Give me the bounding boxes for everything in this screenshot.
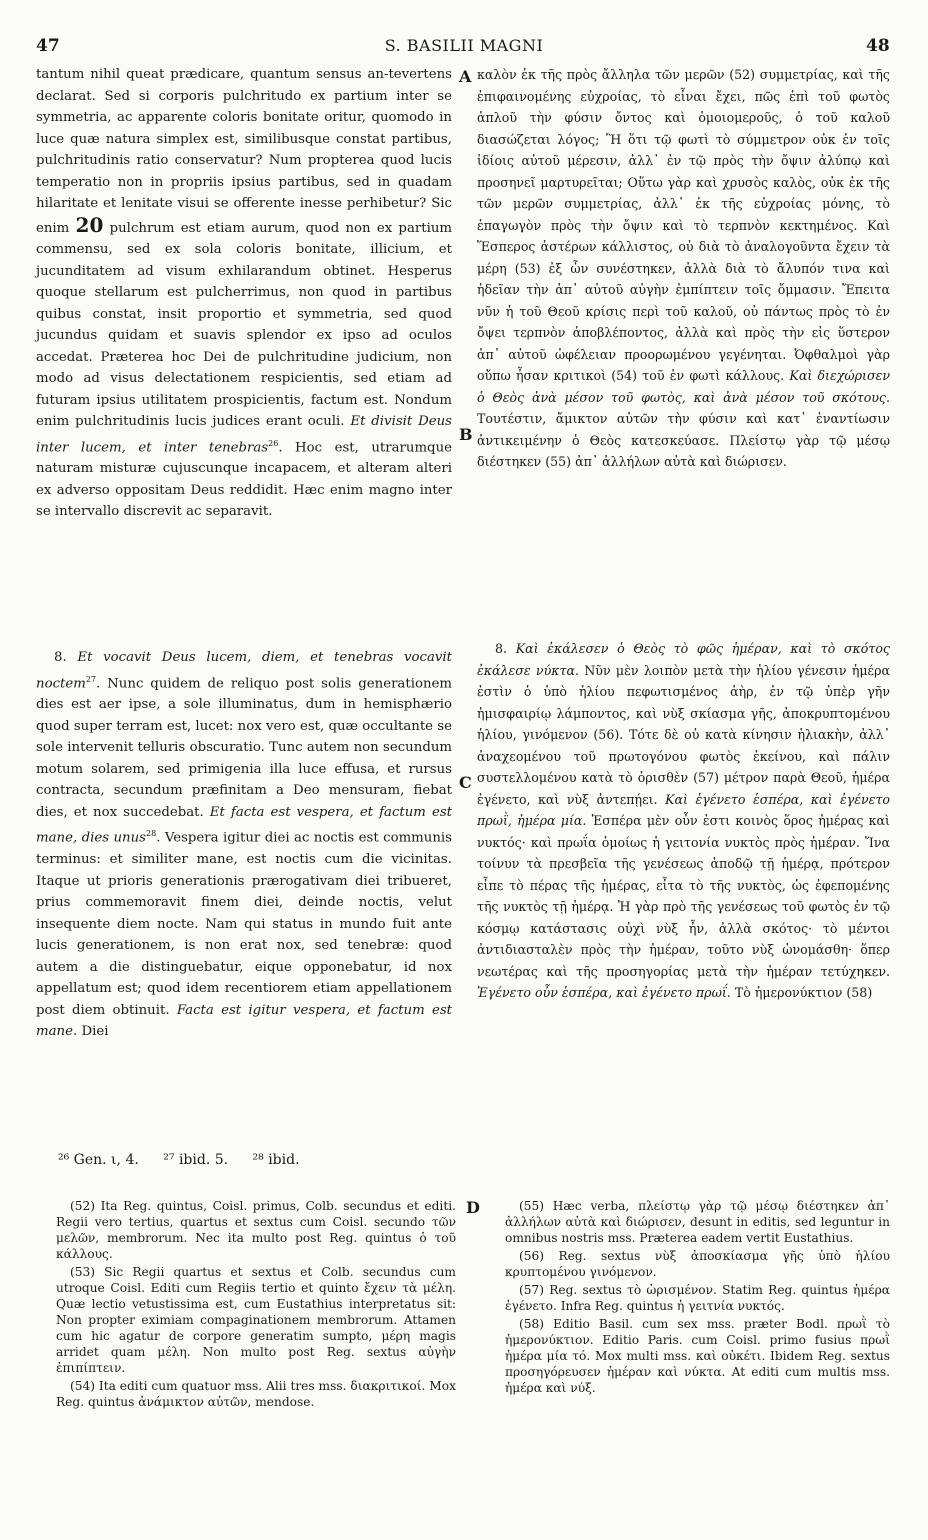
section-number-20: 20 (75, 212, 104, 237)
reference-26: ²⁶ Gen. ι, 4. (58, 1152, 139, 1168)
reference-28: ²⁸ ibid. (252, 1152, 300, 1168)
latin-quote-3: Et facta est vespera, et factum est mane, dies unus (36, 804, 453, 846)
footnote-54: (54) Ita editi cum quatuor mss. Alii tres mss. διακριτικοί. Mox Reg. quintus ἀνάμικτον αὐτῶν, mendose. (56, 1379, 456, 1409)
latin-paragraph-1: tantum nihil queat prædicare, quantum sensus an-tevertens declarat. Sed si corporis pulchritudo ex partium inter se symmetria, ac apparente coloris bonitate oritur, quomodo in luce quæ natura simplex est, similibusque constat partibus, pulchritudinis ratio conservatur? Num propterea quod lucis temperatio non in propriis ipsius partibus, sed in quadam hilaritate et lenitate visui se offerente inesse perhibetur? Sic enim 20 pulchrum est etiam aurum, quod non ex partium commensu, sed ex sola coloris bonitate, illicium, et jucunditatem ad visum exhilarandum obtinet. Hesperus quoque stellarum est pulcherrimus, non quod in partibus quibus constat, insit proportio et symmetria, sed quod jucundus quidam et suavis splendor ex ipso ad oculos accedat. Præterea hoc Dei de pulchritudine judicium, non modo ad visus delectationem respicientis, sed etiam ad futuram ipsius utilitatem prospicientis, factum est. Nondum enim pulchritudinis lucis judices erant oculi. Et divisit Deus inter lucem, et inter tenebras$^{26}$. Hoc est, utrarumque naturam misturæ cujuscunque incapacem, et alteram alteri ex adverso oppositam Deus reddidit. Hæc enim magno inter se intervallo discrevit ac separavit. (36, 67, 452, 520)
footnote-55: (55) Hæc verba, πλείστῳ γὰρ τῷ μέσῳ διέστηκεν ἀπ᾽ ἀλλήλων αὐτὰ καὶ διώρισεν, desunt in editis, sed leguntur in omnibus nostris mss. Præterea eadem vertit Eustathius. (505, 1199, 890, 1245)
footnotes-right (505, 1198, 890, 1398)
page-number-right: 48 (866, 36, 890, 56)
latin-column-top (36, 64, 452, 523)
margin-marker-a: A (459, 67, 472, 86)
greek-column-top (477, 64, 890, 473)
latin-column-bottom (36, 647, 452, 1043)
greek-column-bottom (477, 638, 890, 1004)
footnote-57: (57) Reg. sextus τὸ ὡρισμένον. Statim Reg. quintus ἡμέρα ἐγένετο. Infra Reg. quintus ἡ γειτνία νυκτός. (505, 1283, 890, 1313)
greek-quote-4: Ἐγένετο οὖν ἑσπέρα, καὶ ἐγένετο πρωΐ. (477, 985, 731, 1000)
footnote-56: (56) Reg. sextus νὺξ ἀποσκίασμα γῆς ὑπὸ ἡλίου κρυπτομένου γινόμενον. (505, 1249, 890, 1279)
greek-paragraph-2-number: 8. (495, 641, 508, 656)
footnote-ref-27: 27 (85, 674, 97, 684)
latin-quote-4: Facta est igitur vespera, et factum est mane. (36, 1002, 452, 1040)
latin-paragraph-2-number: 8. (54, 650, 67, 665)
footnote-ref-28: 28 (146, 829, 157, 839)
greek-paragraph-2: 8. Καὶ ἐκάλεσεν ὁ Θεὸς τὸ φῶς ἡμέραν, καὶ τὸ σκότος ἐκάλεσε νύκτα. Νῦν μὲν λοιπὸν μετὰ τὴν ἡλίου γένεσιν ἡμέρα ἐστὶν ὁ ὑπὸ ἡλίου πεφωτισμένος ἀὴρ, ἐν τῷ ὑπὲρ γῆν ἡμισφαιρίῳ λάμποντος, καὶ νὺξ σκίασμα γῆς, ἀποκρυπτομένου ἡλίου, γινόμενον (56). Τότε δὲ οὐ κατὰ κίνησιν ἡλιακὴν, ἀλλ᾽ ἀναχεομένου τοῦ πρωτογόνου φωτὸς ἐκείνου, καὶ πάλιν συστελλομένου κατὰ τὸ ὁρισθὲν (57) μέτρον παρὰ Θεοῦ, ἡμέρα ἐγένετο, καὶ νὺξ ἀντεπῄει. Καὶ ἐγένετο ἑσπέρα, καὶ ἐγένετο πρωῒ, ἡμέρα μία. Ἑσπέρα μὲν οὖν ἐστι κοινὸς ὅρος ἡμέρας καὶ νυκτός· καὶ πρωΐα ὁμοίως ἡ γειτονία νυκτὸς πρὸς ἡμέραν. Ἵνα τοίνυν τὰ πρεσβεῖα τῆς γενέσεως ἀποδῷ τῇ ἡμέρᾳ, πρότερον εἶπε τὸ πέρας τῆς ἡμέρας, εἶτα τὸ τῆς νυκτὸς, ὡς ἐφεπομένης τῆς νυκτὸς τῇ ἡμέρᾳ. Ἡ γὰρ πρὸ τῆς γενέσεως τοῦ φωτὸς ἐν τῷ κόσμῳ κατάστασις οὐχὶ νὺξ ἦν, ἀλλὰ σκότος· τὸ μέντοι ἀντιδιασταλὲν πρὸς τὴν ἡμέραν, τοῦτο νὺξ ὠνομάσθη· ὅπερ νεωτέρας καὶ τῆς προσηγορίας μετὰ τὴν ἡμέραν τετύχηκεν. Ἐγένετο οὖν ἑσπέρα, καὶ ἐγένετο πρωΐ. Τὸ ἡμερονύκτιον (58) (477, 641, 890, 1000)
reference-27: ²⁷ ibid. 5. (163, 1152, 229, 1168)
greek-quote-3: Καὶ ἐγένετο ἑσπέρα, καὶ ἐγένετο πρωῒ, ἡμέρα μία. (477, 791, 890, 828)
latin-quote-2: Et vocavit Deus lucem, diem, et tenebras vocavit noctem (36, 650, 453, 691)
footnote-53: (53) Sic Regii quartus et sextus et Colb. secundus cum utroque Coisl. Editi cum Regiis tertio et quinto ἔχειν τὰ μέλη. Quæ lectio vetustissima est, cum Eustathius interpretatus sit: Non propter eximiam compaginationem membrorum. Attamen cum hic agatur de corpore generatim sumpto, μέρη magis arridet quam μέλη. Non multo post Reg. sextus αὐγὴν ἐπιπίπτειν. (56, 1265, 456, 1375)
margin-marker-b: B (459, 425, 473, 444)
greek-quote-1: Καὶ διεχώρισεν ὁ Θεὸς ἀνὰ μέσον τοῦ φωτὸς, καὶ ἀνὰ μέσον τοῦ σκότους. (477, 368, 890, 405)
latin-quote-1: Et divisit Deus inter lucem, et inter tenebras (36, 414, 452, 455)
latin-paragraph-2: 8. Et vocavit Deus lucem, diem, et tenebras vocavit noctem$^{27}$. Nunc quidem de reliquo post solis generationem dies est aer ipse, a sole illuminatus, dum in hemisphærio quod super terram est, lucet: nox vero est, quæ occultante se sole intervenit telluris obscuratio. Tunc autem non secundum motum solarem, sed primigenia illa luce effusa, et rursus contracta, secundum præfinitam a Deo mensuram, fiebat dies, et nox succedebat. Et facta est vespera, et factum est mane, dies unus$^{28}$. Vespera igitur diei ac noctis est communis terminus: et similiter mane, est noctis cum die vicinitas. Itaque ut prioris generationis prærogativam diei tribueret, prius commemoravit finem diei, deinde noctis, velut insequente diem nocte. Nam qui status in mundo fuit ante lucis generationem, is non erat nox, sed tenebræ: quod autem a die distinguebatur, eique opponebatur, id nox appellatum est; quod idem recentiorem etiam appellationem post diem obtinuit. Facta est igitur vespera, et factum est mane. Diei (36, 650, 453, 1040)
running-title: S. BASILII MAGNI (384, 36, 544, 55)
scripture-references (58, 1152, 320, 1168)
footnotes-left (56, 1198, 456, 1412)
page-number-left: 47 (36, 36, 60, 56)
footnote-ref-26: 26 (268, 438, 279, 448)
greek-quote-2: Καὶ ἐκάλεσεν ὁ Θεὸς τὸ φῶς ἡμέραν, καὶ τὸ σκότος ἐκάλεσε νύκτα. (477, 641, 890, 678)
margin-marker-c: C (459, 773, 472, 792)
margin-marker-d: D (466, 1198, 480, 1217)
footnote-52: (52) Ita Reg. quintus, Coisl. primus, Colb. secundus et editi. Regii vero tertius, quartus et sextus cum Coisl. secundo τῶν μελῶν, membrorum. Nec ita multo post Reg. quintus ὁ τοῦ κάλλους. (56, 1199, 456, 1261)
greek-paragraph-1: καλὸν ἐκ τῆς πρὸς ἄλληλα τῶν μερῶν (52) συμμετρίας, καὶ τῆς ἐπιφαινομένης εὐχροίας, τὸ εἶναι ἔχει, πῶς ἐπὶ τοῦ φωτὸς ἁπλοῦ τὴν φύσιν ὄντος καὶ ὁμοιομεροῦς, ὁ τοῦ καλοῦ διασώζεται λόγος; Ἢ ὅτι τῷ φωτὶ τὸ σύμμετρον οὐκ ἐν τοῖς ἰδίοις αὐτοῦ μέρεσιν, ἀλλ᾽ ἐν τῷ πρὸς τὴν ὄψιν ἀλύπῳ καὶ προσηνεῖ μαρτυρεῖται; Οὕτω γὰρ καὶ χρυσὸς καλὸς, οὐκ ἐκ τῆς τῶν μερῶν συμμετρίας, ἀλλ᾽ ἐκ τῆς εὐχροίας μόνης, τὸ ἐπαγωγὸν πρὸς τὴν ὄψιν καὶ τὸ τερπνὸν κεκτημένος. Καὶ Ἕσπερος ἀστέρων κάλλιστος, οὐ διὰ τὸ ἀναλογοῦντα ἔχειν τὰ μέρη (53) ἐξ ὧν συνέστηκεν, ἀλλὰ διὰ τὸ ἄλυπόν τινα καὶ ἡδεῖαν τὴν ἀπ᾽ αὐτοῦ αὐγὴν ἐμπίπτειν τοῖς ὄμμασιν. Ἔπειτα νῦν ἡ τοῦ Θεοῦ κρίσις περὶ τοῦ καλοῦ, οὐ πάντως πρὸς τὸ ἐν ὄψει τερπνὸν ἀποβλέποντος, ἀλλὰ καὶ πρὸς τὴν εἰς ὕστερον ἀπ᾽ αὐτοῦ ὠφέλειαν προορωμένου γεγένηται. Ὀφθαλμοὶ γὰρ οὔπω ἦσαν κριτικοὶ (54) τοῦ ἐν φωτὶ κάλλους. Καὶ διεχώρισεν ὁ Θεὸς ἀνὰ μέσον τοῦ φωτὸς, καὶ ἀνὰ μέσον τοῦ σκότους. Τουτέστιν, ἄμικτον αὐτῶν τὴν φύσιν καὶ κατ᾽ ἐναντίωσιν ἀντικειμένην ὁ Θεὸς κατεσκεύασε. Πλείστῳ γὰρ τῷ μέσῳ διέστηκεν (55) ἀπ᾽ ἀλλήλων αὐτὰ καὶ διώρισεν. (477, 67, 890, 469)
footnote-58: (58) Editio Basil. cum sex mss. præter Bodl. πρωῒ τὸ ἡμερονύκτιον. Editio Paris. cum Coisl. primo fusius πρωῒ ἡμέρα μία τό. Mox multi mss. καὶ οὐκέτι. Ibidem Reg. sextus προσηγόρευσεν ἡμέραν καὶ νύκτα. At editi cum multis mss. ἡμέρα καὶ νύξ. (505, 1317, 890, 1395)
